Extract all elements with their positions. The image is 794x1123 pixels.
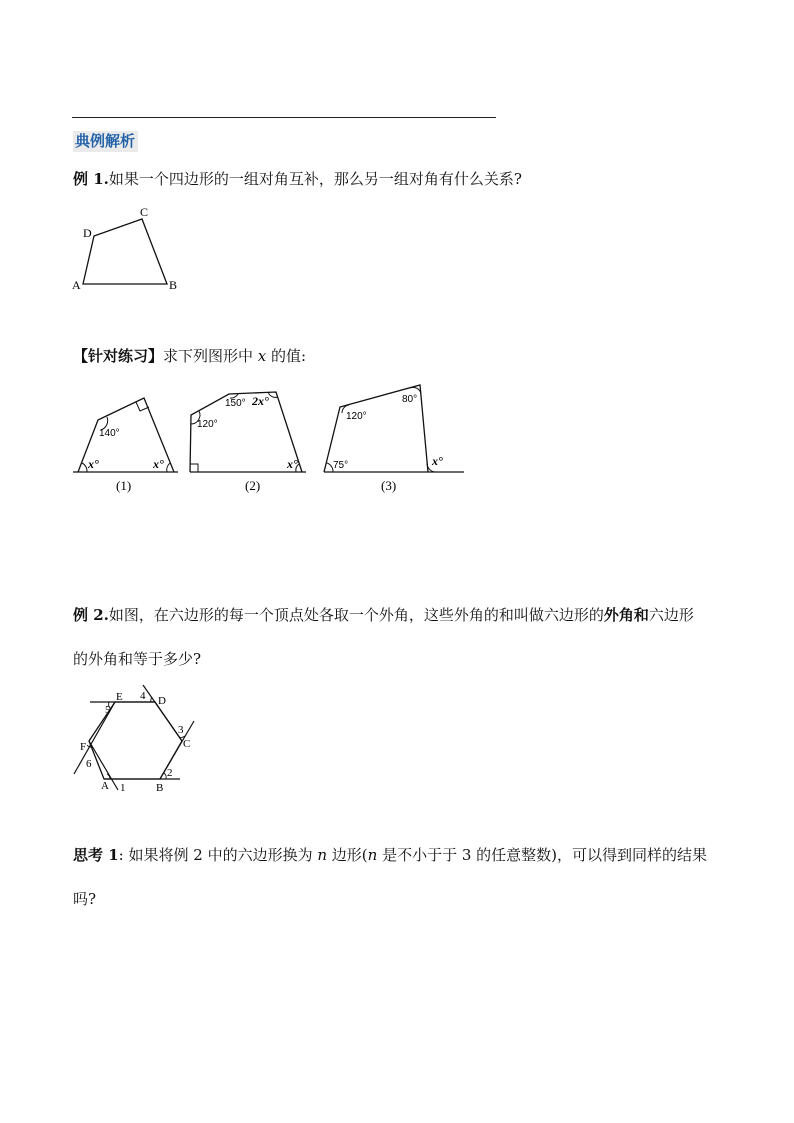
fig2-angle-150: 150° [225, 398, 246, 409]
hexagon-exterior-angles-figure [66, 684, 206, 800]
practice-variable: x [257, 347, 267, 365]
vertex-label-c: C [140, 205, 149, 219]
practice-figure-2 [190, 392, 306, 493]
quadrilateral-abcd-figure [66, 200, 196, 295]
fig2-angle-2x: 2x° [252, 394, 269, 408]
fig3-angle-x: x° [432, 454, 443, 468]
fig3-angle-80: 80° [402, 394, 418, 405]
fig3-caption: (3) [381, 478, 397, 493]
hex-vertex-f: F [80, 741, 87, 753]
exterior-angle-2: 2 [167, 767, 173, 779]
practice-text-before: 求下列图形中 [163, 347, 258, 365]
fig1-angle-x-left: x° [88, 457, 99, 471]
example-1-text: 如果一个四边形的一组对角互补，那么另一组对角有什么关系? [108, 170, 522, 188]
think-1-text-1: : 如果将例 2 中的六边形换为 [118, 846, 318, 864]
practice-figure-1 [73, 398, 178, 493]
quadrilateral-abcd [83, 219, 167, 284]
think-1-line-1 [73, 845, 707, 865]
section-title: 典例解析 [73, 131, 138, 152]
fig2-angle-120: 120° [197, 419, 218, 430]
practice-figures [66, 375, 476, 500]
example-1-prefix: 例 1. [73, 170, 109, 188]
vertex-label-b: B [169, 278, 178, 292]
practice-prompt [73, 346, 306, 366]
example-2-question-line-1 [73, 605, 694, 625]
exterior-angle-1: 1 [120, 782, 126, 794]
practice-text-after: 的值: [266, 347, 307, 365]
think-1-prefix: 思考 1 [73, 846, 119, 864]
think-1-line-2: 吗? [73, 890, 97, 908]
fig3-angle-75: 75° [333, 460, 349, 471]
fig2-angle-x: x° [287, 457, 298, 471]
practice-figure-3 [324, 385, 464, 493]
think-1-text-3: 是不小于于 3 的任意整数)，可以得到同样的结果 [377, 846, 708, 864]
vertex-label-a: A [72, 278, 81, 292]
fig3-angle-120: 120° [346, 411, 367, 422]
exterior-angle-3: 3 [178, 724, 184, 736]
hex-vertex-e: E [116, 691, 123, 703]
exterior-angle-6: 6 [86, 758, 92, 770]
example-2-prefix: 例 2. [73, 606, 109, 624]
think-1-var-2: n [367, 846, 378, 864]
practice-label: 【针对练习】 [73, 347, 164, 365]
exterior-angle-5: 5 [105, 704, 111, 716]
fig1-caption: (1) [116, 478, 132, 493]
hex-vertex-c: C [183, 738, 191, 750]
example-2-text-2: 六边形 [648, 606, 694, 624]
hex-vertex-a: A [101, 780, 109, 792]
hex-vertex-b: B [156, 782, 164, 794]
exterior-angle-4: 4 [140, 690, 146, 702]
example-2-bold-term: 外角和 [603, 606, 649, 624]
example-1-question [73, 169, 522, 189]
fig2-caption: (2) [245, 478, 261, 493]
think-1-var-1: n [317, 846, 328, 864]
vertex-label-d: D [83, 226, 92, 240]
example-2-question-line-2: 的外角和等于多少? [73, 650, 202, 668]
example-2-text-1: 如图，在六边形的每一个顶点处各取一个外角，这些外角的和叫做六边形的 [108, 606, 604, 624]
header-rule [72, 117, 496, 118]
hex-vertex-d: D [158, 695, 166, 707]
fig1-angle-140: 140° [99, 428, 120, 439]
think-1-text-2: 边形( [327, 846, 368, 864]
fig1-angle-x-right: x° [153, 457, 164, 471]
